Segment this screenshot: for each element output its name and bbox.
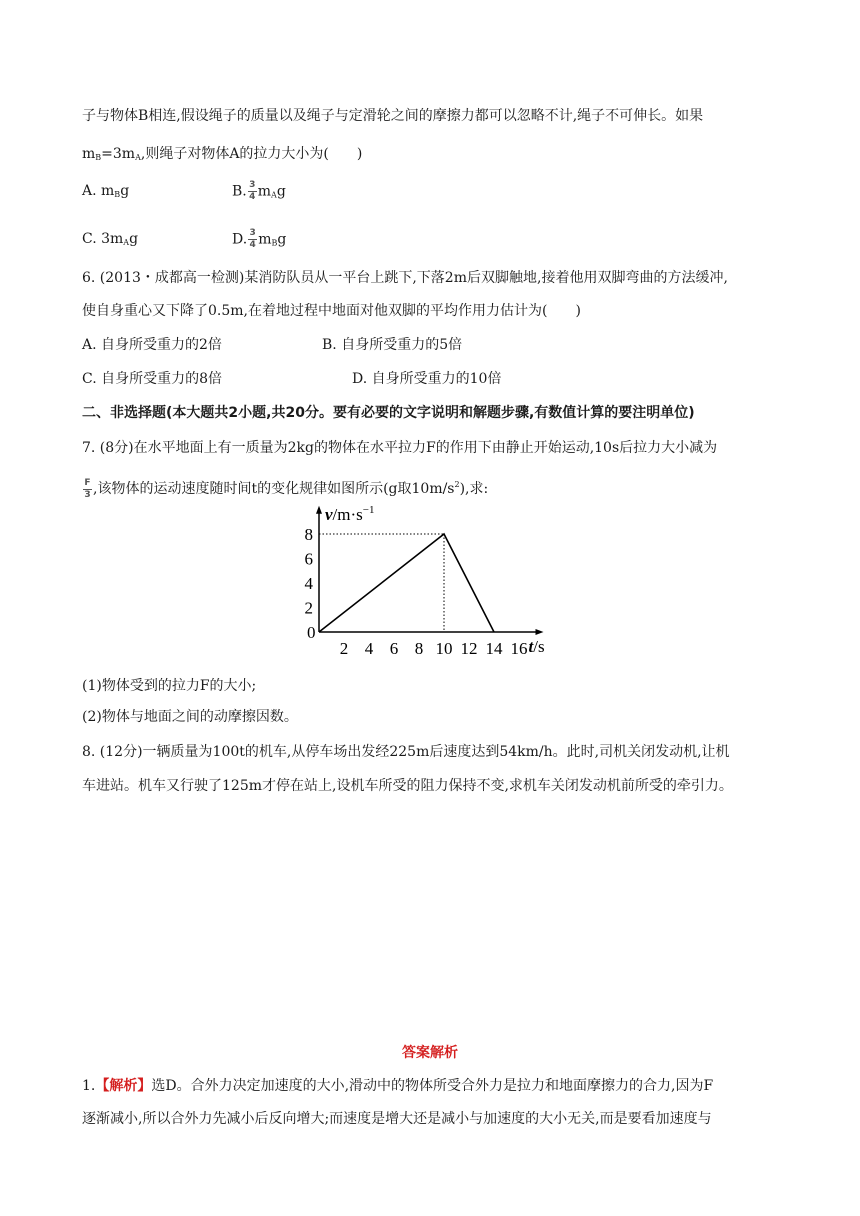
x-tick-label: 10 (435, 639, 453, 658)
y-tick-label: 2 (304, 598, 313, 618)
origin-label: 0 (307, 623, 316, 642)
answers-title: 答案解析 (402, 1045, 458, 1061)
x-tick-label: 14 (485, 639, 503, 658)
answer-1-line2: 逐渐减小,所以合外力先减小后反向增大;而速度是增大还是减小与加速度的大小无关,而是要看加速度与 (82, 1111, 712, 1127)
x-tick-label: 4 (364, 639, 374, 658)
q8-line2: 车进站。机车又行驶了125m才停在站上,设机车所受的阻力保持不变,求机车关闭发动机前所受的牵引力。 (82, 778, 733, 794)
q5-option-c: C. $3m_Ag$ (82, 231, 139, 247)
x-tick-label: 12 (460, 639, 478, 658)
x-tick-label: 8 (414, 639, 424, 658)
velocity-time-graph (295, 502, 575, 662)
q7-subquestion-1: (1)物体受到的拉力F的大小; (82, 678, 257, 694)
q5-option-d: D. $\frac{3}{4}$ $m_Bg$ (232, 228, 287, 250)
analysis-tag: 【解析】 (95, 1078, 152, 1094)
x-axis-label: t/s (528, 637, 545, 656)
y-tick-label: 4 (304, 574, 313, 593)
x-tick-label: 2 (339, 639, 349, 658)
q7-fraction: $\frac{F}{3}$ (84, 477, 91, 500)
q5-line1: 子与物体B相连,假设绳子的质量以及绳子与定滑轮之间的摩擦力都可以忽略不计,绳子不可伸长。如果 (82, 108, 704, 124)
q6-line2: 使自身重心又下降了0.5m,在着地过程中地面对他双脚的平均作用力估计为( ) (82, 303, 581, 319)
q5-option-d-fraction: $\frac{3}{4}$ (249, 228, 256, 250)
q7-subquestion-2: (2)物体与地面之间的动摩擦因数。 (82, 709, 298, 725)
q7-line2: $\frac{F}{3}$ ,该物体的运动速度随时间t的变化规律如图所示(g取$10m/s^2$),求: (84, 477, 489, 500)
q8-line1: 8. (12分)一辆质量为100t的机车,从停车场出发经225m后速度达到54km/h。此时,司机关闭发动机,让机 (82, 744, 730, 760)
y-tick-label: 8 (304, 525, 313, 544)
q6-option-a: A. 自身所受重力的2倍 (82, 337, 222, 353)
y-axis-arrow (316, 506, 322, 514)
q5-option-a: A. $m_Bg$ (82, 183, 130, 199)
y-axis-label: $v/m\cdot s^{-1}$ (325, 503, 375, 524)
velocity-line (319, 534, 494, 632)
x-axis-arrow (536, 629, 544, 635)
x-tick-label: 16 (510, 639, 528, 658)
y-tick-label: 6 (304, 549, 313, 569)
answer-1-line1: 1.【解析】选D。合外力决定加速度的大小,滑动中的物体所受合外力是拉力和地面摩擦力的合力,因为F (82, 1078, 714, 1094)
x-tick-label: 6 (389, 639, 399, 658)
section-heading: 二、非选择题(本大题共2小题,共20分。要有必要的文字说明和解题步骤,有数值计算的要注明单位) (82, 405, 695, 421)
q7-line1: 7. (8分)在水平地面上有一质量为2kg的物体在水平拉力F的作用下由静止开始运动,10s后拉力大小减为 (82, 440, 718, 456)
q6-line1: 6. (2013・成都高一检测)某消防队员从一平台上跳下,下落2m后双脚触地,接着他用双脚弯曲的方法缓冲, (82, 270, 728, 286)
q5-line2: $m_B=3m_A$,则绳子对物体A的拉力大小为( ) (82, 146, 363, 162)
q6-option-b: B. 自身所受重力的5倍 (322, 337, 463, 353)
q6-option-d: D. 自身所受重力的10倍 (352, 371, 502, 387)
q6-option-c: C. 自身所受重力的8倍 (82, 371, 223, 387)
q5-option-b-fraction: $\frac{3}{4}$ (249, 180, 256, 202)
q5-option-b: B. $\frac{3}{4}$ $m_Ag$ (232, 180, 286, 202)
